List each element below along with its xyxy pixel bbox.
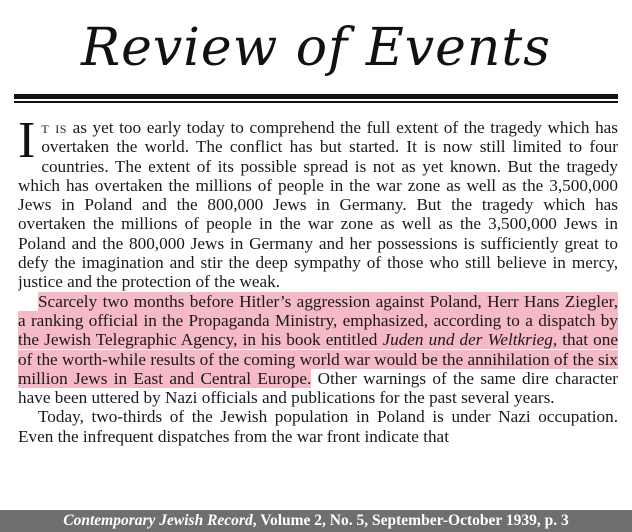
caption-publication: Contemporary Jewish Record [63, 512, 253, 529]
highlighted-passage-end: , that one of the worth-while results of the coming world war would be the annihilation of the six million Jews in East and Central Europe. [18, 330, 618, 388]
highlighted-passage-start: Scarcely two months before Hitler’s aggression against Poland, Herr Hans Ziegler, a ranking official in the Propaganda Ministry, emphasized, according to a dispatch by the Jewish Telegraphic Agency, in his book entitled [18, 291, 618, 350]
article-body [18, 118, 618, 508]
title-rule-thin [14, 101, 618, 103]
caption-details: , Volume 2, No. 5, September-October 1939, p. 3 [252, 512, 569, 529]
paragraph-3 [18, 407, 618, 446]
book-title: Juden und der Weltkrieg [382, 330, 553, 350]
paragraph-3-text: Today, two-thirds of the Jewish population in Poland is under Nazi occupation. Even the infrequent dispatches from the war front indicate that [18, 407, 618, 446]
paragraph-2-rest: Other warnings of the same dire character have been uttered by Nazi officials and publications for the past several years. [18, 368, 618, 408]
paragraph-1-lead: t is [41, 118, 67, 137]
paragraph-1-text: as yet too early today to comprehend the full extent of the tragedy which has overtaken the world. The conflict has but started. It is now still limited to four countries. The extent of its possible spread is not as yet known. But the tragedy which has overtaken the millions of people in the war zone as well as the 3,500,000 Jews in Poland and the 800,000 Jews in Germany. But the tragedy which has overtaken the millions of people in the war zone as well as the 3,500,000 Jews in Poland and the 800,000 Jews in Germany and her possessions is sufficiently great to defy the imagination and stir the deep sympathy of those who still believe in mercy, justice and the protection of the weak. [18, 118, 618, 292]
title-rule-thick [14, 94, 618, 99]
drop-cap: I [18, 118, 36, 169]
paragraph-2 [18, 292, 618, 408]
source-caption [0, 510, 632, 532]
page-title: Review of Events [80, 18, 551, 78]
paragraph-1 [18, 118, 618, 292]
